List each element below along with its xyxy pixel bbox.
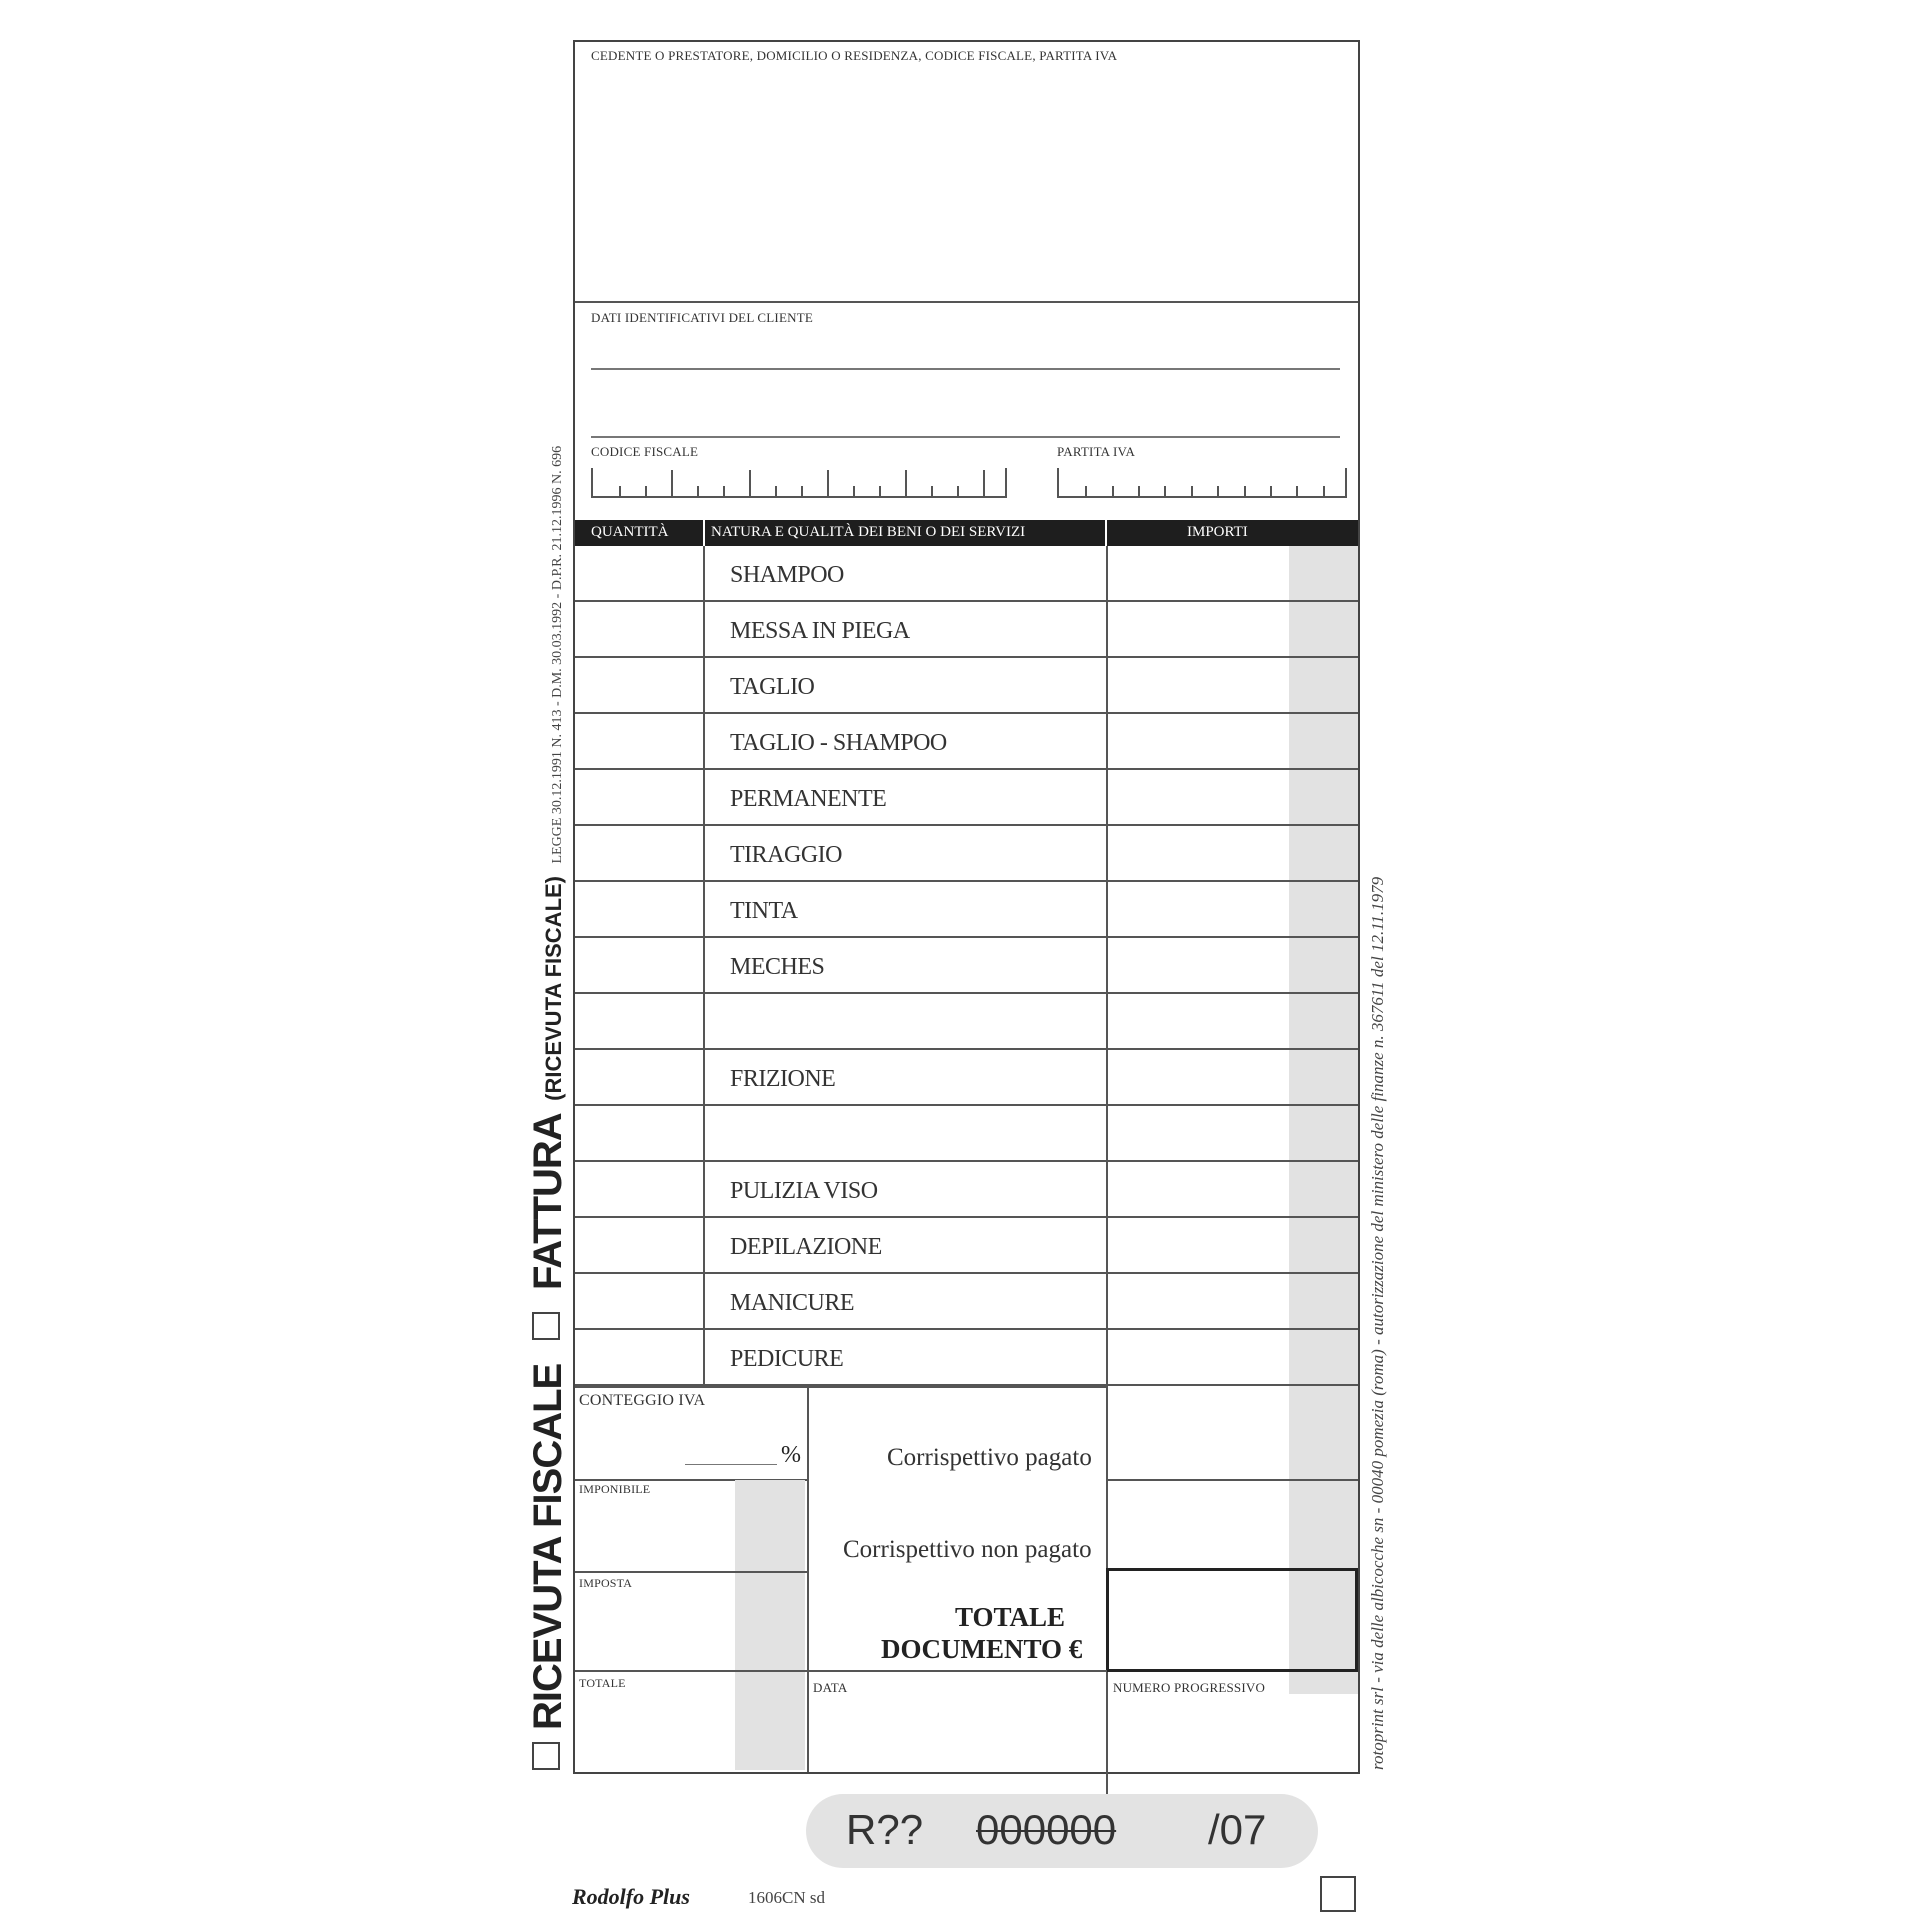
table-row[interactable] [575, 1330, 1358, 1386]
table-row[interactable] [575, 1274, 1358, 1330]
table-row[interactable] [575, 938, 1358, 994]
table-row[interactable] [575, 1106, 1358, 1162]
cedente-label: CEDENTE O PRESTATORE, DOMICILIO O RESIDENZA, CODICE FISCALE, PARTITA IVA [591, 48, 1118, 63]
table-row[interactable] [575, 714, 1358, 770]
cedente-field[interactable] [579, 68, 1354, 294]
serial-prefix: R?? [846, 1806, 924, 1853]
brand-logo: Rodolfo Plus [572, 1884, 690, 1909]
row-service-label: TIRAGGIO [730, 842, 842, 868]
cliente-field-line-1[interactable] [591, 368, 1340, 370]
printer-authorization-text: rotoprint srl - via delle albicocche sn - 00040 pomezia (roma) - autorizzazione del ministero delle finanze n. 367611 del 12.11.1979 [1368, 876, 1387, 1770]
header-natura: NATURA E QUALITÀ DEI BENI O DEI SERVIZI [711, 524, 1026, 540]
row-service-label: FRIZIONE [730, 1066, 836, 1092]
form-code: 1606CN sd [748, 1888, 825, 1907]
table-row[interactable] [575, 770, 1358, 826]
footer-checkbox[interactable] [1320, 1876, 1356, 1912]
header-quantita: QUANTITÀ [591, 524, 669, 540]
table-row[interactable] [575, 602, 1358, 658]
totale-documento-box[interactable] [1106, 1568, 1358, 1672]
row-service-label: MECHES [730, 954, 825, 980]
codice-fiscale-input[interactable] [591, 468, 1007, 498]
table-row[interactable] [575, 882, 1358, 938]
row-service-label: PEDICURE [730, 1346, 844, 1372]
table-row[interactable] [575, 546, 1358, 602]
corrispettivo-non-pagato-label: Corrispettivo non pagato [843, 1536, 1092, 1563]
iva-percent-field[interactable] [685, 1464, 777, 1465]
row-service-label: TAGLIO - SHAMPOO [730, 730, 947, 756]
row-service-label: DEPILAZIONE [730, 1234, 882, 1260]
table-row[interactable] [575, 1050, 1358, 1106]
fattura-checkbox[interactable] [532, 1312, 560, 1340]
conteggio-iva-label: CONTEGGIO IVA [579, 1392, 706, 1409]
table-header [575, 520, 1358, 546]
row-service-label: MANICURE [730, 1290, 855, 1316]
ricevuta-fiscale-checkbox[interactable] [532, 1742, 560, 1770]
corrispettivo-pagato-label: Corrispettivo pagato [887, 1444, 1092, 1471]
cliente-field-line-2[interactable] [591, 436, 1340, 438]
row-service-label: MESSA IN PIEGA [730, 618, 910, 644]
side-ricevuta-fiscale-label: RICEVUTA FISCALE [526, 1363, 570, 1730]
numero-progressivo-label: NUMERO PROGRESSIVO [1113, 1680, 1266, 1695]
codice-fiscale-label: CODICE FISCALE [591, 444, 699, 459]
imposta-label: IMPOSTA [579, 1576, 633, 1590]
imponibile-label: IMPONIBILE [579, 1482, 651, 1496]
serial-number: 000000 [976, 1806, 1117, 1853]
table-row[interactable] [575, 994, 1358, 1050]
serial-number-pill [806, 1794, 1318, 1868]
receipt-form [573, 40, 1360, 1774]
serial-suffix: /07 [1208, 1806, 1267, 1853]
row-service-label: TAGLIO [730, 674, 815, 700]
row-service-label: PULIZIA VISO [730, 1178, 878, 1204]
table-row[interactable] [575, 1162, 1358, 1218]
table-row[interactable] [575, 1218, 1358, 1274]
percent-sign: % [781, 1442, 801, 1468]
table-row[interactable] [575, 826, 1358, 882]
side-fattura-title: FATTURA (RICEVUTA FISCALE) LEGGE 30.12.1991 N. 413 - D.M. 30.03.1992 - D.P.R. 21.12.1996 N. 696 [526, 445, 570, 1290]
data-label: DATA [813, 1680, 848, 1695]
row-service-label: SHAMPOO [730, 562, 844, 588]
row-service-label: TINTA [730, 898, 798, 924]
cliente-label: DATI IDENTIFICATIVI DEL CLIENTE [591, 310, 813, 325]
totale-documento-label-2: DOCUMENTO € [881, 1634, 1083, 1664]
partita-iva-input[interactable] [1057, 468, 1347, 498]
partita-iva-label: PARTITA IVA [1057, 444, 1136, 459]
header-importi: IMPORTI [1187, 524, 1248, 540]
table-row[interactable] [575, 658, 1358, 714]
totale-documento-label-1: TOTALE [955, 1602, 1066, 1632]
row-service-label: PERMANENTE [730, 786, 887, 812]
totale-label: TOTALE [579, 1676, 626, 1690]
